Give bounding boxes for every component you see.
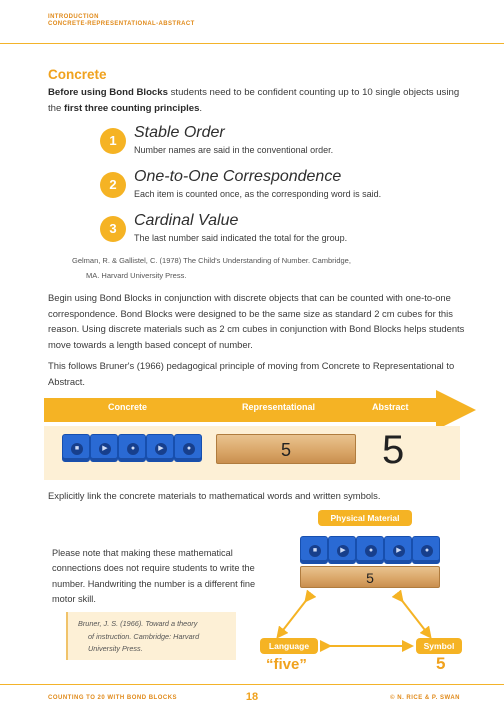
intro-bold-1: Before using Bond Blocks: [48, 87, 168, 98]
dot-icon: ●: [365, 545, 377, 557]
principle-number-badge: 1: [100, 128, 126, 154]
cube: [146, 434, 174, 462]
symbol-label: Symbol: [416, 638, 462, 654]
triangle-block: [300, 566, 440, 588]
play-icon: ▶: [155, 443, 167, 455]
cube: [118, 434, 146, 462]
page-footer: [0, 684, 504, 713]
principle-description: Each item is counted once, as the corresponding word is said.: [134, 189, 382, 199]
section-title: Concrete: [48, 67, 107, 82]
square-icon: ■: [71, 443, 83, 455]
triangle-block-number: 5: [366, 570, 374, 586]
header-subsection: CONCRETE-REPRESENTATIONAL-ABSTRACT: [48, 21, 195, 27]
abstract-label: Abstract: [372, 402, 409, 412]
intro-paragraph: [48, 85, 468, 117]
gelman-citation: [72, 253, 412, 283]
principle-description: The last number said indicated the total for the group.: [134, 233, 348, 243]
principle-3: [100, 212, 460, 252]
representational-block: [216, 434, 356, 464]
copyright: © N. RICE & P. SWAN: [390, 695, 460, 701]
principle-title: One-to-One Correspondence: [134, 168, 342, 185]
cube: [62, 434, 90, 462]
language-label: Language: [260, 638, 318, 654]
cube: [356, 536, 384, 564]
dot-icon: ●: [127, 443, 139, 455]
header-section: INTRODUCTION: [48, 14, 99, 20]
principle-number-badge: 3: [100, 216, 126, 242]
intro-middle: students need to be confident counting up to 10 single objects using the: [48, 87, 460, 114]
play-icon: ▶: [393, 545, 405, 557]
concrete-cubes: [62, 434, 202, 462]
cube: [384, 536, 412, 564]
cube: [174, 434, 202, 462]
triangle-cubes: [300, 536, 440, 564]
concrete-label: Concrete: [108, 402, 148, 412]
play-icon: ▶: [99, 443, 111, 455]
page-header: [0, 0, 504, 44]
symbol-value: 5: [436, 654, 446, 673]
square-icon: ■: [309, 545, 321, 557]
book-title: COUNTING TO 20 WITH BOND BLOCKS: [48, 695, 178, 701]
principle-description: Number names are said in the conventional order.: [134, 145, 334, 155]
handwriting-note: Please note that making these mathematical connections does not require students to write the number. Handwriting the number is a different fine motor skill.: [52, 548, 256, 605]
page-number: 18: [245, 691, 259, 703]
principle-1: [100, 124, 460, 164]
bruner-paragraph: This follows Bruner's (1966) pedagogical principle of moving from Concrete to Representational to Abstract.: [48, 360, 455, 387]
dot-icon: ●: [421, 545, 433, 557]
play-icon: ▶: [337, 545, 349, 557]
physical-material-label: Physical Material: [318, 510, 412, 526]
bond-blocks-paragraph: Begin using Bond Blocks in conjunction with discrete objects that can be counted with one-to-one correspondence. Bond Blocks were designed to be the same size as standard 2 cm cubes for this reason. Using discrete materials such as 2 cm cubes in conjunction with Bond Blocks helps students move towards a length based concept of number.: [48, 292, 465, 350]
cube: [90, 434, 118, 462]
dot-icon: ●: [183, 443, 195, 455]
intro-bold-2: first three counting principles: [64, 103, 200, 114]
principle-number-badge: 2: [100, 172, 126, 198]
cube: [412, 536, 440, 564]
citation-line-1: Gelman, R. & Gallistel, C. (1978) The Child's Understanding of Number. Cambridge,: [72, 256, 351, 265]
bruner-ref-line-3: University Press.: [88, 644, 143, 653]
block-number: 5: [280, 440, 291, 460]
bruner-ref-line-1: Bruner, J. S. (1966). Toward a theory: [78, 619, 198, 628]
bruner-ref-line-2: of instruction. Cambridge: Harvard: [88, 631, 200, 641]
bruner-reference-box: [66, 612, 236, 660]
principle-2: [100, 168, 460, 208]
language-word: “five”: [266, 656, 307, 673]
representational-label: Representational: [242, 402, 316, 412]
abstract-numeral: 5: [382, 428, 405, 472]
intro-end: .: [199, 103, 203, 114]
explicit-link-text: Explicitly link the concrete materials to mathematical words and written symbols.: [48, 490, 381, 501]
principle-title: Cardinal Value: [134, 212, 239, 229]
citation-line-2: MA. Harvard University Press.: [86, 271, 187, 280]
cube: [328, 536, 356, 564]
cube: [300, 536, 328, 564]
principle-title: Stable Order: [134, 124, 225, 141]
